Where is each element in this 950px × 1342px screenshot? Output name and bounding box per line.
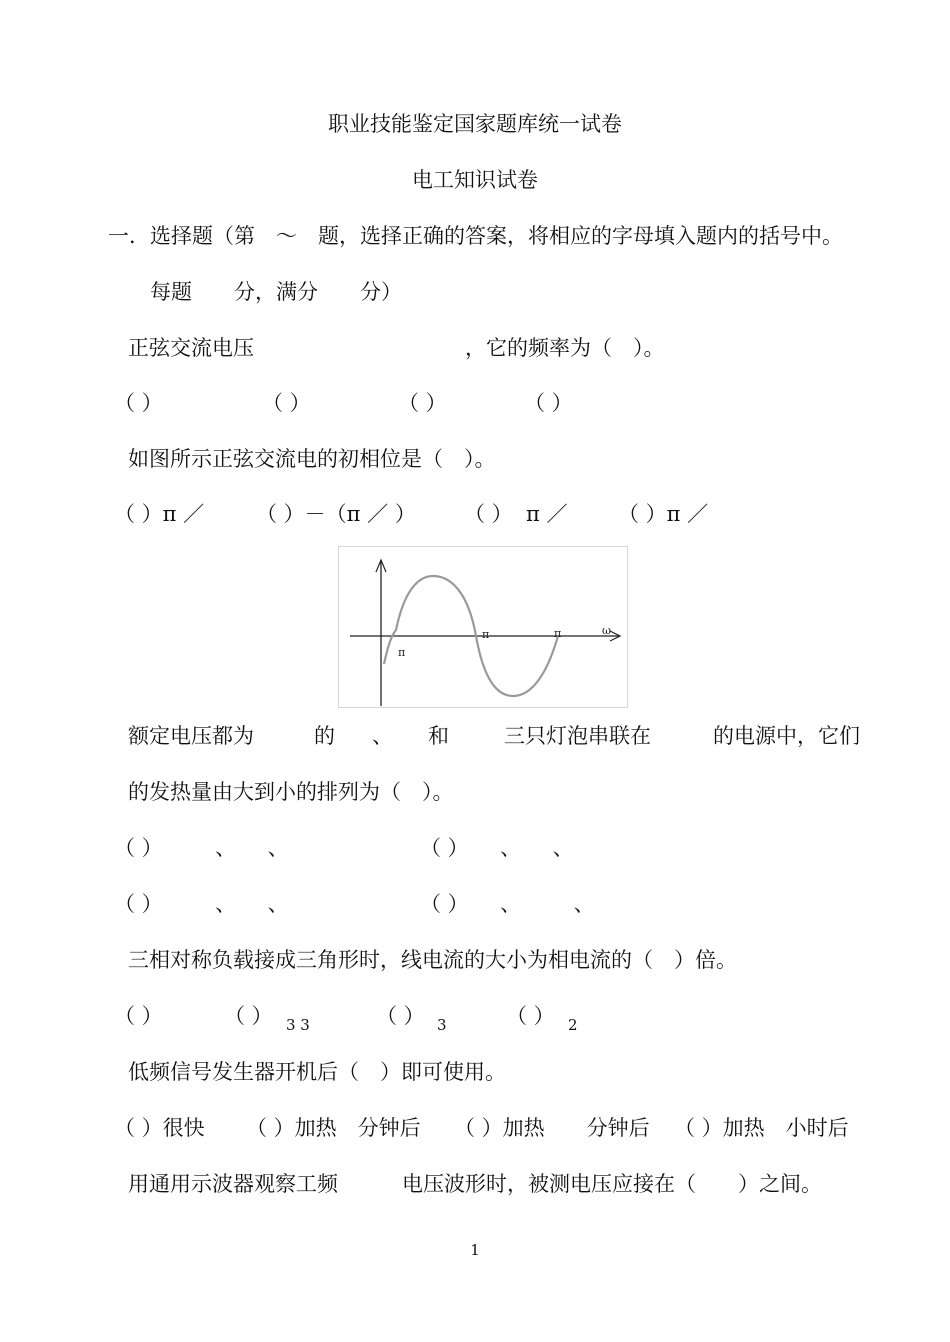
q3-stem-4: 和 xyxy=(428,724,449,748)
q2-option-d: （ ）π ／ xyxy=(618,502,709,526)
q5-stem: 低频信号发生器开机后（ ）即可使用。 xyxy=(128,1060,506,1084)
q4-option-d-value: 2 xyxy=(568,1016,578,1034)
q1-option-c: （ ） xyxy=(398,391,447,415)
q1-option-d: （ ） xyxy=(524,391,573,415)
q4-option-c-value: 3 xyxy=(437,1016,447,1034)
q3-stem-6: 的电源中，它们 xyxy=(713,724,860,748)
q3-stem-5: 三只灯泡串联在 xyxy=(504,724,651,748)
q3-option-d: （ ） 、 、 xyxy=(420,892,595,916)
q1-stem-end: ，它的频率为（ ）。 xyxy=(465,336,665,360)
page-number: 1 xyxy=(470,1241,480,1259)
q3-option-a: （ ） 、 、 xyxy=(114,836,289,860)
q3-stem-1: 额定电压都为 xyxy=(128,724,254,748)
exam-subtitle: 电工知识试卷 xyxy=(412,168,538,192)
section-heading-line2: 每题 分，满分 分） xyxy=(150,280,402,304)
q6-stem-end: 电压波形时，被测电压应接在（ ）之间。 xyxy=(402,1172,822,1196)
q1-option-b: （ ） xyxy=(262,391,311,415)
q5-option-a: （ ）很快 xyxy=(114,1116,205,1140)
label-pi-low: π xyxy=(398,646,406,659)
q2-option-a: （ ）π ／ xyxy=(114,502,205,526)
q2-option-b: （ ）－（π ／ ） xyxy=(256,502,416,526)
q4-option-c: （ ） xyxy=(376,1004,425,1028)
figure-frame xyxy=(339,547,628,708)
q3-option-c: （ ） 、 、 xyxy=(114,892,289,916)
q4-stem: 三相对称负载接成三角形时，线电流的大小为相电流的（ ）倍。 xyxy=(128,948,737,972)
q5-option-d: （ ）加热 小时后 xyxy=(674,1116,849,1140)
q5-option-c: （ ）加热 分钟后 xyxy=(454,1116,650,1140)
sine-wave-figure xyxy=(338,546,628,708)
q1-option-a: （ ） xyxy=(114,391,163,415)
q3-stem-line2: 的发热量由大到小的排列为（ ）。 xyxy=(128,780,454,804)
exam-title: 职业技能鉴定国家题库统一试卷 xyxy=(328,112,622,136)
label-omega: ω xyxy=(602,624,611,637)
q2-option-c: （ ） π ／ xyxy=(464,502,568,526)
q5-option-b: （ ）加热 分钟后 xyxy=(246,1116,421,1140)
q1-stem-start: 正弦交流电压 xyxy=(128,336,254,360)
q3-option-b: （ ） 、 、 xyxy=(420,836,574,860)
section-heading: 一．选择题（第 ～ 题，选择正确的答案，将相应的字母填入题内的括号中。 xyxy=(108,224,843,248)
q3-stem-2: 的 xyxy=(314,724,335,748)
q4-option-b-value: 3 3 xyxy=(286,1016,310,1034)
q3-stem-3: 、 xyxy=(372,724,393,748)
label-pi-mid: π xyxy=(482,628,490,641)
label-pi-right: π xyxy=(554,627,562,640)
q4-option-d: （ ） xyxy=(506,1004,555,1028)
q6-stem-start: 用通用示波器观察工频 xyxy=(128,1172,338,1196)
q4-option-b: （ ） xyxy=(224,1004,273,1028)
q4-option-a: （ ） xyxy=(114,1004,163,1028)
q2-stem: 如图所示正弦交流电的初相位是（ ）。 xyxy=(128,447,496,471)
